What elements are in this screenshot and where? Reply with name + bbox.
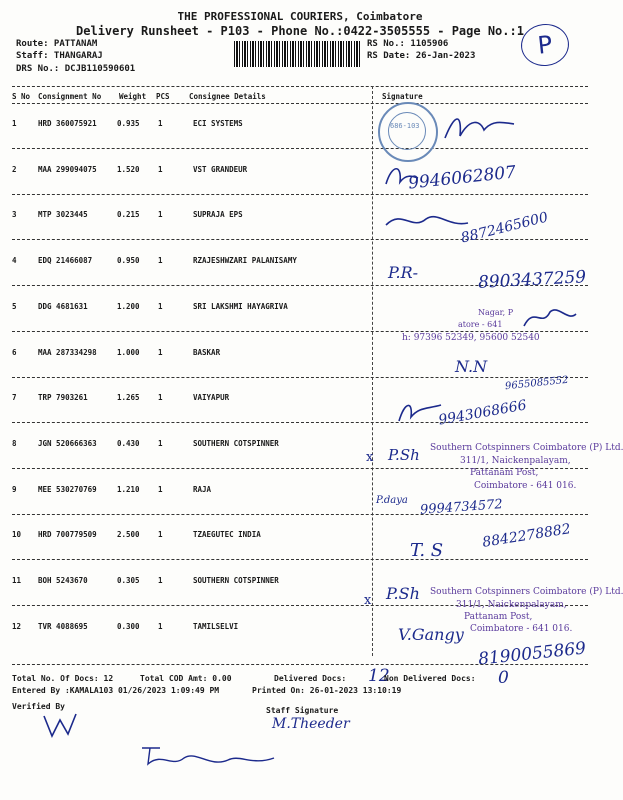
col-consignment: Consignment No [38, 92, 102, 101]
row-pcs: 1 [158, 576, 163, 585]
phone-row6: 9655085552 [504, 374, 570, 393]
row-weight: 1.210 [117, 484, 140, 494]
row-consignment: EDQ 21466087 [38, 256, 93, 266]
row-sno: 1 [12, 119, 17, 128]
company-stamp2-line4: Coimbatore - 641 016. [470, 624, 573, 634]
row-weight: 1.265 [117, 393, 140, 403]
row-divider [12, 239, 588, 240]
row-divider [12, 559, 588, 560]
row5-stamp-line2: atore - 641 [458, 320, 503, 329]
row-sno: 10 [12, 530, 22, 540]
row-divider [12, 514, 588, 515]
row-consignee: RZAJESHWZARI PALANISAMY [193, 256, 297, 266]
row-consignee: TAMILSELVI [193, 621, 239, 631]
row-consignment: MAA 299094075 [38, 164, 97, 174]
bottom-signature [132, 738, 282, 778]
row-consignment: TRP 7903261 [38, 393, 88, 403]
company-stamp-line4: Coimbatore - 641 016. [474, 481, 577, 491]
runsheet-title: Delivery Runsheet - P103 - Phone No.:0422-3505555 - Page No.:1 [76, 24, 524, 38]
signature-row4: P.R- [388, 263, 419, 282]
entered-by: Entered By :KAMALA103 01/26/2023 1:09:49 PM [12, 686, 220, 695]
row-sno: 5 [12, 301, 17, 311]
row-divider [12, 331, 588, 332]
row-consignee: SRI LAKSHMI HAYAGRIVA [193, 301, 288, 311]
signature-row5 [520, 302, 580, 332]
route-label: Route: PATTANAM [16, 39, 98, 49]
row-divider [12, 422, 588, 423]
row-consignee: SOUTHERN COTSPINNER [193, 438, 279, 448]
row-consignee: TZAEGUTEC INDIA [193, 530, 261, 540]
row-pcs: 1 [158, 530, 163, 540]
company-stamp2-line2: 311/1, Naickenpalayam, [456, 600, 567, 610]
company-stamp2-line3: Pattanam Post, [464, 612, 533, 622]
row-sno: 11 [12, 576, 22, 585]
row-pcs: 1 [158, 621, 163, 631]
row-weight: 1.520 [117, 164, 140, 174]
row5-stamp-line1: Nagar, P [478, 308, 514, 317]
rs-date-label: RS Date: 26-Jan-2023 [367, 51, 476, 61]
staff-label: Staff: THANGARAJ [16, 51, 103, 61]
signature-row12: V.Gangy [398, 625, 464, 644]
row-pcs: 1 [158, 484, 163, 494]
round-stamp-icon [378, 102, 438, 162]
phone-row12: 8190055869 [477, 638, 587, 670]
row-consignment: BOH 5243670 [38, 576, 88, 585]
row-pcs: 1 [158, 438, 163, 448]
row-pcs: 1 [158, 164, 163, 174]
row-sno: 2 [12, 164, 17, 174]
row-divider [12, 194, 588, 195]
col-signature: Signature [382, 92, 423, 101]
company-stamp-line3: Pattanam Post, [470, 468, 539, 478]
row-weight: 1.000 [117, 347, 140, 357]
signature-row11: P.Sh [386, 584, 420, 603]
company-title: THE PROFESSIONAL COURIERS, Coimbatore [177, 10, 423, 23]
signature-row9: P.daya [376, 495, 408, 506]
row-consignee: SOUTHERN COTSPINNER [193, 576, 279, 585]
circled-p-mark: P [519, 22, 571, 69]
row-sno: 3 [12, 210, 17, 220]
drs-label: DRS No.: DCJB110590601 [16, 64, 136, 74]
row5-stamp-line3: h: 97396 52349, 95600 52540 [402, 333, 540, 343]
row-weight: 0.935 [117, 119, 140, 128]
row-pcs: 1 [158, 119, 163, 128]
row-weight: 0.430 [117, 438, 140, 448]
printed-on: Printed On: 26-01-2023 13:10:19 [252, 686, 402, 695]
staff-signature-label: Staff Signature [266, 706, 339, 715]
row-sno: 4 [12, 256, 17, 266]
row-divider [12, 148, 588, 149]
rs-no-label: RS No.: 1105906 [367, 39, 449, 49]
row-weight: 2.500 [117, 530, 140, 540]
row-consignment: JGN 520666363 [38, 438, 97, 448]
phone-row4: 8903437259 [477, 267, 587, 293]
row-sno: 8 [12, 438, 17, 448]
cross-mark-row8: x [366, 450, 374, 465]
row-consignee: RAJA [193, 484, 212, 494]
non-delivered-docs-value: 0 [498, 668, 509, 688]
row-consignment: MAA 287334298 [38, 347, 97, 357]
row-consignee: VAIYAPUR [193, 393, 230, 403]
signature-row7 [395, 395, 445, 425]
row-consignment: HRD 360075921 [38, 119, 97, 128]
col-weight: Weight [119, 92, 147, 101]
row-consignee: BASKAR [193, 347, 221, 357]
row-consignment: HRD 700779509 [38, 530, 97, 540]
phone-row9: 9994734572 [419, 497, 504, 518]
total-cod: Total COD Amt: 0.00 [140, 674, 232, 683]
round-stamp-text: 686-103 [390, 122, 420, 130]
row-pcs: 1 [158, 347, 163, 357]
phone-row10: 8842278882 [481, 521, 572, 551]
delivered-docs: Delivered Docs: [274, 674, 347, 683]
row-consignment: MEE 530270769 [38, 484, 97, 494]
row-weight: 0.215 [117, 210, 140, 220]
col-consignee: Consignee Details [189, 92, 266, 101]
signature-row8: P.Sh [388, 446, 420, 464]
row-weight: 0.950 [117, 256, 140, 266]
col-sno: S No [12, 92, 31, 101]
signature-row1 [440, 108, 520, 148]
signature-row6: N.N [455, 357, 488, 376]
row-weight: 0.305 [117, 576, 140, 585]
non-delivered-docs: Non Delivered Docs: [384, 674, 476, 683]
signature-row10: T. S [410, 540, 444, 561]
row-sno: 6 [12, 347, 17, 357]
row-consignment: TVR 4088695 [38, 621, 88, 631]
total-docs: Total No. Of Docs: 12 [12, 674, 114, 683]
row-consignee: ECI SYSTEMS [193, 119, 243, 128]
company-stamp-line2: 311/1, Naickenpalayam, [460, 456, 571, 466]
row-sno: 7 [12, 393, 17, 403]
delivered-docs-value: 12 [368, 666, 390, 686]
company-stamp-line1: Southern Cotspinners Coimbatore (P) Ltd. [430, 443, 623, 453]
phone-row3: 8872465600 [459, 209, 550, 247]
row-consignment: DDG 4681631 [38, 301, 88, 311]
verified-signature-mark [40, 710, 80, 740]
row-weight: 0.300 [117, 621, 140, 631]
row-sno: 9 [12, 484, 17, 494]
row-pcs: 1 [158, 210, 163, 220]
row-pcs: 1 [158, 256, 163, 266]
cross-mark-row11: x [364, 593, 372, 608]
phone-row2: 9946062807 [407, 162, 517, 194]
row-divider [12, 377, 588, 378]
row-sno: 12 [12, 621, 22, 631]
row-consignee: VST GRANDEUR [193, 164, 248, 174]
row-pcs: 1 [158, 393, 163, 403]
barcode [234, 41, 360, 67]
staff-signature-hand: M.Theeder [272, 716, 350, 732]
row-weight: 1.200 [117, 301, 140, 311]
row-consignee: SUPRAJA EPS [193, 210, 243, 220]
col-pcs: PCS [156, 92, 170, 101]
row-consignment: MTP 3023445 [38, 210, 88, 220]
row-pcs: 1 [158, 301, 163, 311]
phone-row7: 9943068666 [437, 397, 528, 429]
company-stamp2-line1: Southern Cotspinners Coimbatore (P) Ltd. [430, 587, 623, 597]
verified-by: Verified By [12, 702, 65, 711]
